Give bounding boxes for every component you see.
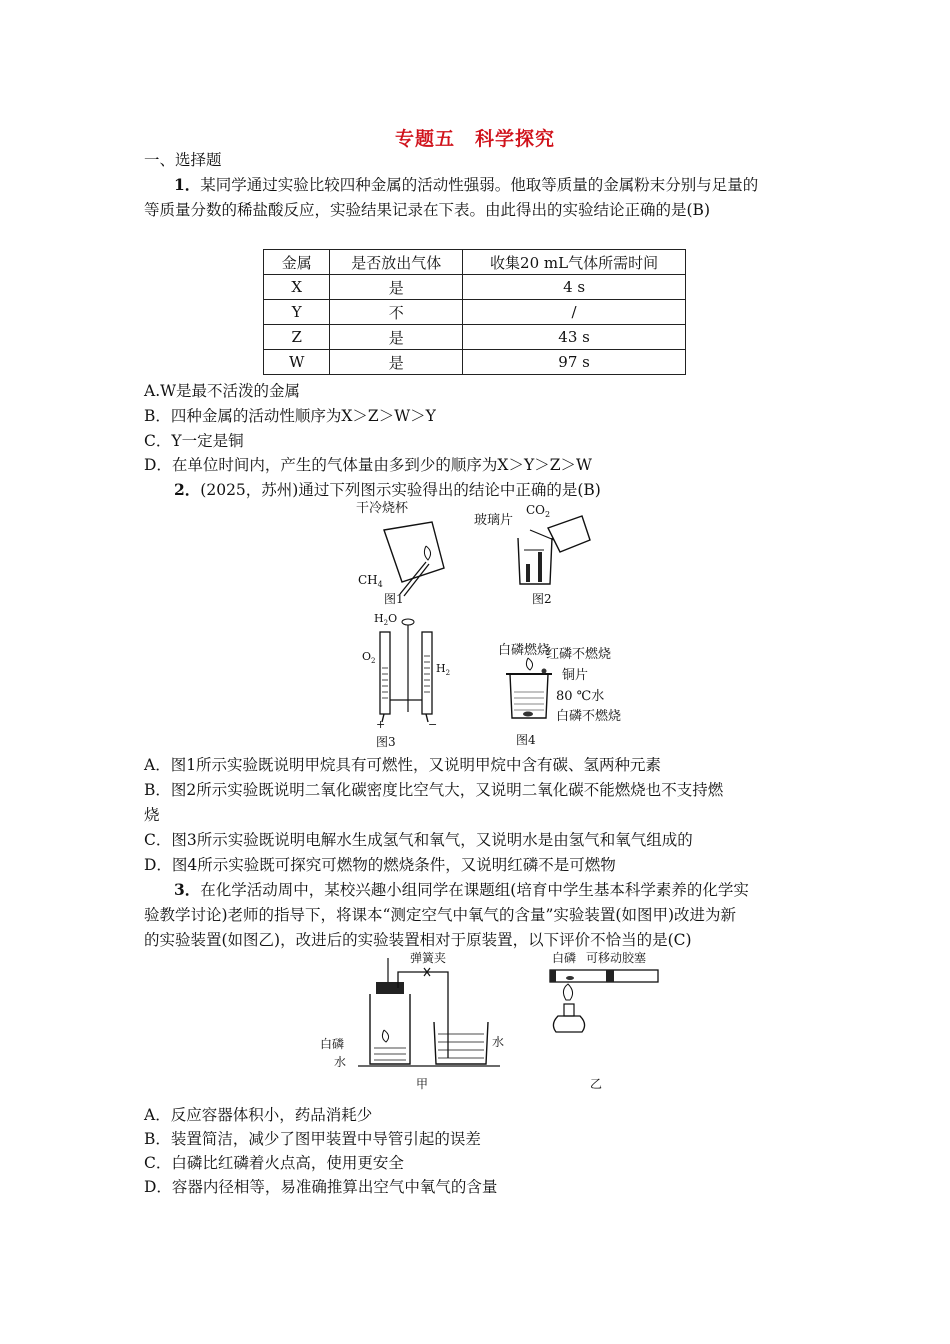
q2-option-d: D．图4所示实验既可探究可燃物的燃烧条件，又说明红磷不是可燃物 bbox=[144, 856, 616, 874]
q1-number: 1． bbox=[174, 175, 201, 194]
q3-text-1: 在化学活动周中，某校兴趣小组同学在课题组(培育中学生基本科学素养的化学实 bbox=[200, 881, 749, 899]
table-row bbox=[264, 325, 686, 350]
table-cell: 43 s bbox=[463, 325, 686, 350]
white-phosphorus bbox=[566, 976, 574, 980]
q1-stem-line1 bbox=[174, 173, 839, 197]
table-header-cell: 金属 bbox=[264, 250, 330, 275]
cold-beaker bbox=[384, 522, 444, 582]
white-phosphorus-label-2: 白磷 bbox=[552, 951, 577, 965]
table-cell: 不 bbox=[330, 300, 463, 325]
q1-results-table bbox=[263, 249, 686, 375]
caption-yi: 乙 bbox=[590, 1077, 603, 1091]
table-cell: 4 s bbox=[463, 275, 686, 300]
glass-tube bbox=[550, 970, 658, 982]
fig4-water-label: 80 ℃水 bbox=[556, 689, 605, 704]
table-cell: Z bbox=[264, 325, 330, 350]
table-row bbox=[264, 275, 686, 300]
q3-number: 3． bbox=[174, 880, 201, 899]
caption-jia: 甲 bbox=[416, 1077, 429, 1091]
delivery-tube bbox=[398, 972, 448, 1058]
q3-option-c: C．白磷比红磷着火点高，使用更安全 bbox=[144, 1154, 404, 1172]
beaker-water bbox=[438, 1034, 484, 1058]
movable-plug-label: 可移动胶塞 bbox=[586, 951, 647, 965]
q1-text-1: 某同学通过实验比较四种金属的活动性强弱。他取等质量的金属粉末分别与足量的 bbox=[200, 176, 759, 194]
alcohol-lamp bbox=[553, 1016, 584, 1032]
fig4-copper-label: 铜片 bbox=[562, 668, 589, 683]
q3-option-a: A．反应容器体积小，药品消耗少 bbox=[144, 1106, 373, 1124]
water-fill bbox=[382, 656, 430, 698]
table-cell: 是 bbox=[330, 325, 463, 350]
water-label-right: 水 bbox=[492, 1035, 505, 1049]
beaker bbox=[510, 674, 548, 718]
table-row bbox=[264, 350, 686, 375]
table-row bbox=[264, 300, 686, 325]
hot-water bbox=[514, 692, 544, 710]
figure-jia-original-apparatus bbox=[318, 948, 518, 1090]
funnel bbox=[402, 619, 414, 625]
rubber-stopper bbox=[376, 982, 404, 994]
electrodes bbox=[382, 714, 428, 722]
q2-stem bbox=[174, 478, 839, 502]
q1-option-a: A.W是最不活泼的金属 bbox=[144, 382, 301, 400]
white-phosphorus-label: 白磷 bbox=[320, 1037, 345, 1051]
q3-stem-line2: 验教学讨论)老师的指导下，将课本“测定空气中氧气的含量”实验装置(如图甲)改进为新 bbox=[144, 906, 736, 924]
figure-1-methane-burning bbox=[350, 500, 460, 610]
fig3-caption: 图3 bbox=[376, 735, 396, 749]
fig3-minus: − bbox=[428, 718, 438, 731]
table-cell: 97 s bbox=[463, 350, 686, 375]
fig1-gas-label: $CH_4$ bbox=[358, 573, 383, 589]
q1-option-b: B．四种金属的活动性顺序为X＞Z＞W＞Y bbox=[144, 407, 436, 425]
table-cell: X bbox=[264, 275, 330, 300]
fig4-red-noburn-label: 红磷不燃烧 bbox=[546, 647, 612, 662]
fig3-plus: + bbox=[376, 718, 386, 731]
table-header-cell: 是否放出气体 bbox=[330, 250, 463, 275]
q1-option-d: D．在单位时间内，产生的气体量由多到少的顺序为X＞Y＞Z＞W bbox=[144, 456, 592, 474]
lamp-wick bbox=[564, 1004, 574, 1016]
table-cell: Y bbox=[264, 300, 330, 325]
q2-text: (2025，苏州)通过下列图示实验得出的结论中正确的是(B) bbox=[200, 481, 601, 499]
flame-icon bbox=[424, 546, 430, 560]
right-tube bbox=[422, 632, 432, 714]
gas-jar bbox=[370, 994, 410, 1064]
q2-number: 2． bbox=[174, 480, 201, 499]
table-header-row bbox=[264, 250, 686, 275]
fig3-water-label: $H_2O$ bbox=[374, 612, 398, 627]
figure-yi-improved-apparatus bbox=[540, 948, 680, 1090]
left-tube bbox=[380, 632, 390, 714]
beaker bbox=[518, 538, 552, 584]
fig4-caption: 图4 bbox=[516, 733, 536, 747]
fig3-h2-label: $H_2$ bbox=[436, 662, 451, 677]
fig1-caption: 图1 bbox=[384, 592, 404, 606]
q2-option-c: C．图3所示实验既说明电解水生成氢气和氧气，又说明水是由氢气和氧气组成的 bbox=[144, 831, 693, 849]
table-cell: / bbox=[463, 300, 686, 325]
fig4-white-burn-label: 白磷燃烧 bbox=[498, 643, 551, 658]
q3-option-b: B．装置简洁，减少了图甲装置中导管引起的误差 bbox=[144, 1130, 481, 1148]
table-cell: 是 bbox=[330, 350, 463, 375]
clamp-label: 弹簧夹 bbox=[410, 951, 447, 965]
q3-stem-line3: 的实验装置(如图乙)，改进后的实验装置相对于原装置，以下评价不恰当的是(C) bbox=[144, 931, 692, 949]
q3-stem-line1 bbox=[174, 878, 839, 902]
fig2-caption: 图2 bbox=[532, 592, 552, 606]
gas-tube bbox=[400, 562, 426, 594]
short-candle bbox=[526, 564, 530, 582]
q2-option-b-cont: 烧 bbox=[144, 806, 160, 824]
figure-4-combustion bbox=[492, 636, 652, 750]
flame-icon bbox=[563, 984, 572, 1000]
q1-stem-line2: 等质量分数的稀盐酸反应，实验结果记录在下表。由此得出的实验结论正确的是(B) bbox=[144, 201, 710, 219]
fig1-beaker-label: 干冷烧杯 bbox=[356, 501, 409, 516]
co2-cylinder bbox=[548, 516, 590, 552]
flame-icon bbox=[526, 658, 532, 670]
flame-icon bbox=[382, 1030, 388, 1042]
table-header-cell: 收集20 mL气体所需时间 bbox=[463, 250, 686, 275]
fig3-o2-label: $O_2$ bbox=[362, 650, 376, 665]
white-phosphorus-underwater bbox=[523, 712, 533, 717]
water-label-left: 水 bbox=[334, 1055, 347, 1069]
q2-option-b: B．图2所示实验既说明二氧化碳密度比空气大，又说明二氧化碳不能燃烧也不支持燃 bbox=[144, 781, 724, 799]
movable-plug bbox=[606, 970, 614, 982]
table-cell: 是 bbox=[330, 275, 463, 300]
tall-candle bbox=[538, 552, 542, 582]
figure-3-electrolysis bbox=[356, 608, 476, 750]
jar-water bbox=[374, 1048, 406, 1060]
q3-option-d: D．容器内径相等，易准确推算出空气中氧气的含量 bbox=[144, 1178, 498, 1196]
section-heading: 一、选择题 bbox=[144, 151, 222, 169]
q2-option-a: A．图1所示实验既说明甲烷具有可燃性，又说明甲烷中含有碳、氢两种元素 bbox=[144, 756, 662, 774]
figure-2-co2-candles bbox=[470, 500, 600, 610]
fig2-glass-label: 玻璃片 bbox=[474, 513, 514, 528]
red-phosphorus bbox=[542, 669, 547, 674]
tube-stopper bbox=[550, 970, 556, 982]
fig4-white-noburn-label: 白磷不燃烧 bbox=[556, 709, 622, 724]
q1-option-c: C．Y一定是铜 bbox=[144, 432, 244, 450]
page-title: 专题五 科学探究 bbox=[394, 128, 555, 150]
fig2-gas-label: $CO_2$ bbox=[526, 503, 551, 519]
table-cell: W bbox=[264, 350, 330, 375]
